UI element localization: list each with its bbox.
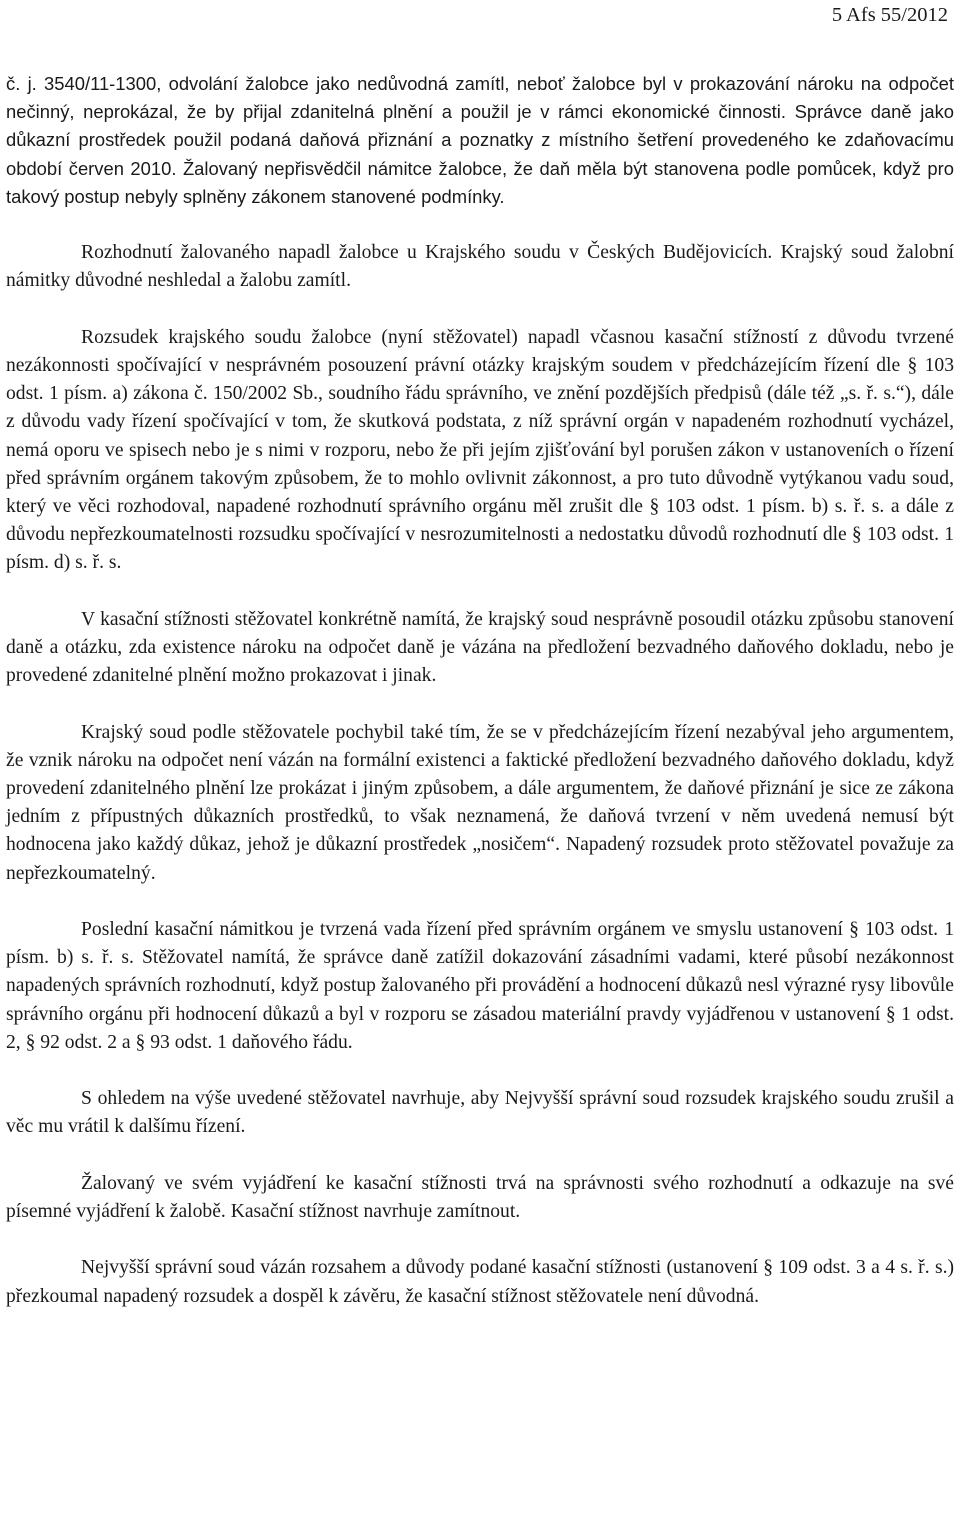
paragraph-6: Poslední kasační námitkou je tvrzená vada řízení před správním orgánem ve smyslu ustanovení § 103 odst. 1 písm. b) s. ř. s. Stěžovatel namítá, že správce daně zatížil dokazování zásadními vadami, které působí nezákonnost napadených správních rozhodnutí, když postup žalovaného při provádění a hodnocení důkazů nesl výrazné rysy libovůle správního orgánu při hodnocení důkazů a byl v rozporu se zásadou materiální pravdy vyjádřenou v ustanovení § 1 odst. 2, § 92 odst. 2 a § 93 odst. 1 daňového řádu.: [6, 919, 954, 1053]
paragraph-1: č. j. 3540/11-1300, odvolání žalobce jako nedůvodná zamítl, neboť žalobce byl v prokazování nároku na odpočet nečinný, neprokázal, že by přijal zdanitelná plnění a použil je v rámci ekonomické činnosti. Správce daně jako důkazní prostředek použil podaná daňová přiznání a poznatky z místního šetření provedeného ke zdaňovacímu období červen 2010. Žalovaný nepřisvědčil námitce žalobce, že daň měla být stanovena podle pomůcek, když pro takový postup nebyly splněny zákonem stanovené podmínky.: [6, 73, 954, 207]
document-body: [6, 70, 954, 1339]
paragraph-5: Krajský soud podle stěžovatele pochybil také tím, že se v předcházejícím řízení nezabýval jeho argumentem, že vznik nároku na odpočet není vázán na formální existenci a faktické předložení bezvadného daňového dokladu, když provedení zdanitelného plnění lze prokázat i jiným způsobem, a dále argumentem, že daňové přiznání je sice ze zákona jedním z přípustných důkazních prostředků, to však neznamená, že daňová tvrzení v něm uvedená nemusí být hodnocena jako každý důkaz, jehož je důkazní prostředek „nosičem“. Napadený rozsudek proto stěžovatel považuje za nepřezkoumatelný.: [6, 721, 954, 884]
paragraph-2: Rozhodnutí žalovaného napadl žalobce u Krajského soudu v Českých Budějovicích. Krajský soud žalobní námitky důvodné neshledal a žalobu zamítl.: [6, 242, 954, 292]
case-number-header: 5 Afs 55/2012: [831, 4, 948, 26]
paragraph-4: V kasační stížnosti stěžovatel konkrétně namítá, že krajský soud nesprávně posoudil otázku způsobu stanovení daně a otázku, zda existence nároku na odpočet daně je vázána na předložení bezvadného daňového dokladu, nebo je provedené zdanitelné plnění možno prokazovat i jinak.: [6, 608, 954, 687]
paragraph-7: S ohledem na výše uvedené stěžovatel navrhuje, aby Nejvyšší správní soud rozsudek krajského soudu zrušil a věc mu vrátil k dalšímu řízení.: [6, 1088, 954, 1138]
paragraph-3: Rozsudek krajského soudu žalobce (nyní stěžovatel) napadl včasnou kasační stížností z důvodu tvrzené nezákonnosti spočívající v nesprávném posouzení právní otázky krajským soudem v předcházejícím řízení dle § 103 odst. 1 písm. a) zákona č. 150/2002 Sb., soudního řádu správního, ve znění pozdějších předpisů (dále též „s. ř. s.“), dále z důvodu vady řízení spočívající v tom, že skutková podstata, z níž správní orgán v napadeném rozhodnutí vycházel, nemá oporu ve spisech nebo je s nimi v rozporu, nebo že při jejím zjišťování byl porušen zákon v ustanoveních o řízení před správním orgánem takovým způsobem, že to mohlo ovlivnit zákonnost, a pro tuto důvodně vytýkanou vadu soud, který ve věci rozhodoval, napadené rozhodnutí správního orgánu měl zrušit dle § 103 odst. 1 písm. b) s. ř. s. a dále z důvodu nepřezkoumatelnosti rozsudku spočívající v nesrozumitelnosti a nedostatku důvodů rozhodnutí dle § 103 odst. 1 písm. d) s. ř. s.: [6, 326, 954, 574]
paragraph-8: Žalovaný ve svém vyjádření ke kasační stížnosti trvá na správnosti svého rozhodnutí a odkazuje na své písemné vyjádření k žalobě. Kasační stížnost navrhuje zamítnout.: [6, 1172, 954, 1223]
paragraph-9: Nejvyšší správní soud vázán rozsahem a důvody podané kasační stížnosti (ustanovení § 109 odst. 3 a 4 s. ř. s.) přezkoumal napadený rozsudek a dospěl k závěru, že kasační stížnost stěžovatele není důvodná.: [6, 1257, 954, 1307]
